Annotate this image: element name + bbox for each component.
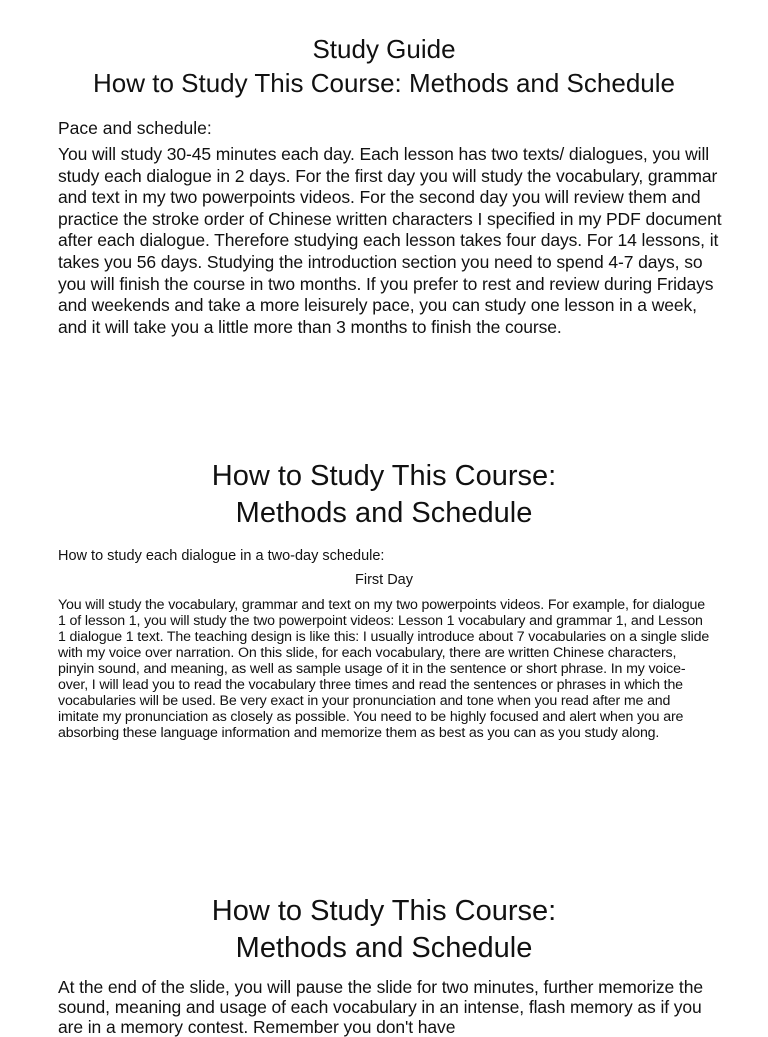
slide-title (0, 880, 768, 967)
slide-title-line-1: How to Study This Course: (211, 460, 557, 492)
slide-title-line-2: Methods and Schedule (235, 932, 533, 964)
section-label-pace: Pace and schedule: (58, 118, 212, 138)
slide-methods-first-day (0, 445, 768, 825)
slide-methods-continued (0, 880, 768, 1037)
body-paragraph-memorize: At the end of the slide, you will pause the slide for two minutes, further memorize the sound, meaning and usage of each vocabulary in an intense, flash memory as if you are in a memory contest. Remember you don't have (58, 977, 703, 1037)
slide-title-line-1: How to Study This Course: (211, 895, 557, 927)
section-label-two-day: How to study each dialogue in a two-day schedule: (58, 548, 385, 564)
slide-title (0, 0, 768, 100)
slide-title (0, 445, 768, 532)
subheading-first-day: First Day (355, 572, 413, 588)
body-paragraph-first-day: You will study the vocabulary, grammar and text on my two powerpoints videos. For example, for dialogue 1 of lesson 1, you will study the two powerpoint videos: Lesson 1 vocabulary and grammar 1, and Lesson 1 dialogue 1 text. The teaching design is like this: I usually introduce about 7 vocabularies on a single slide with my voice over narration. On this slide, for each vocabulary, there are written Chinese characters, pinyin sound, and meaning, as well as sample usage of it in the sentence or short phrase. In my voice-over, I will lead you to read the vocabulary three times and read the sentences or phrases in which the vocabularies will be used. Be very exact in your pronunciation and tone when you read after me and imitate my pronunciation as closely as possible. You need to be highly focused and alert when you are absorbing these language information and memorize them as best as you can as you study along. (58, 597, 710, 741)
slide-title-line-2: How to Study This Course: Methods and Schedule (93, 68, 675, 98)
slide-title-line-2: Methods and Schedule (235, 497, 533, 529)
slide-study-guide (0, 0, 768, 430)
slide-title-line-1: Study Guide (312, 34, 456, 64)
body-paragraph-pace: You will study 30-45 minutes each day. Each lesson has two texts/ dialogues, you will study each dialogue in 2 days. For the first day you will study the vocabulary, grammar and text in my two powerpoints videos. For the second day you will review them and practice the stroke order of Chinese written characters I specified in my PDF document after each dialogue. Therefore studying each lesson takes four days. For 14 lessons, it takes you 56 days. Studying the introduction section you need to spend 4-7 days, so you will finish the course in two months. If you prefer to rest and review during Fridays and weekends and take a more leisurely pace, you can study one lesson in a week, and it will take you a little more than 3 months to finish the course. (58, 144, 722, 337)
